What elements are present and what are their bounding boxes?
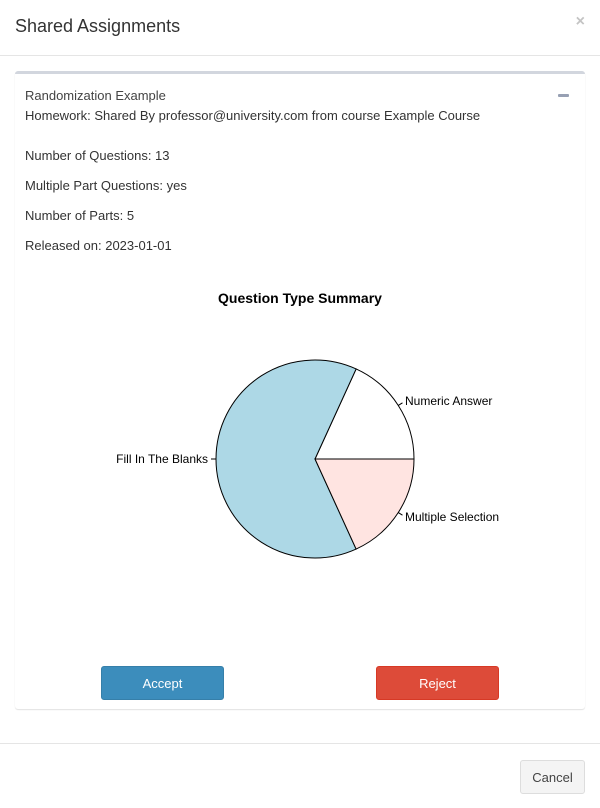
reject-button[interactable]: Reject [376, 666, 499, 700]
multiple-part-questions: Multiple Part Questions: yes [25, 178, 187, 193]
shared-by-line: Homework: Shared By professor@university.com from course Example Course [25, 108, 481, 123]
modal-header [0, 0, 600, 56]
pie-label-2: Multiple Selection [405, 509, 500, 524]
assignment-name: Randomization Example [25, 88, 166, 103]
modal-title: Shared Assignments [15, 16, 181, 36]
pie-chart [60, 282, 560, 582]
number-of-questions: Number of Questions: 13 [25, 148, 170, 163]
pie-label-0: Numeric Answer [405, 394, 493, 409]
pie-label-tick-0 [398, 403, 402, 406]
number-of-parts: Number of Parts: 5 [25, 208, 135, 223]
pie-label-1: Fill In The Blanks [116, 452, 208, 466]
cancel-button[interactable]: Cancel [520, 760, 585, 794]
modal-footer [0, 743, 600, 808]
minus-icon[interactable] [558, 94, 569, 97]
accept-button[interactable]: Accept [101, 666, 224, 700]
pie-label-tick-2 [398, 513, 402, 516]
assignment-box [15, 71, 585, 709]
released-on: Released on: 2023-01-01 [25, 238, 172, 253]
question-type-chart [60, 282, 560, 582]
close-icon[interactable]: × [575, 13, 585, 30]
chart-title: Question Type Summary [218, 290, 382, 306]
